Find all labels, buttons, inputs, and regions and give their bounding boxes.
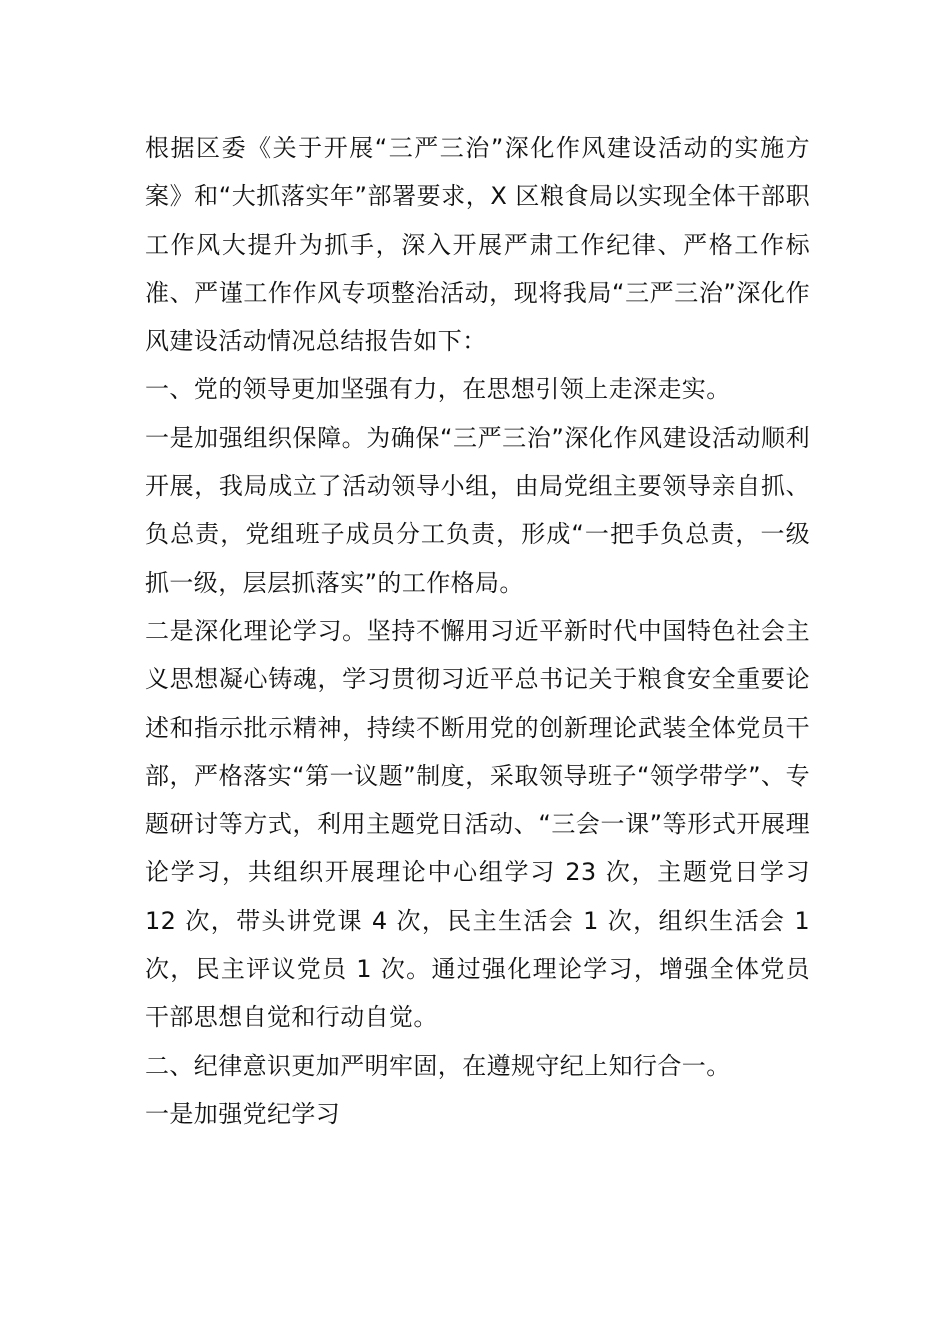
intro-paragraph: 根据区委《关于开展“三严三治”深化作风建设活动的实施方案》和“大抓落实年”部署要求，X 区粮食局以实现全体干部职工作风大提升为抓手，深入开展严肃工作纪律、严格工作标准、严谨工作作风专项整治活动，现将我局“三严三治”深化作风建设活动情况总结报告如下： bbox=[145, 134, 810, 356]
paragraph-theory-study: 二是深化理论学习。坚持不懈用习近平新时代中国特色社会主义思想凝心铸魂，学习贯彻习近平总书记关于粮食安全重要论述和指示批示精神，持续不断用党的创新理论武装全体党员干部，严格落实“第一议题”制度，采取领导班子“领学带学”、专题研讨等方式，利用主题党日活动、“三会一课”等形式开展理论学习，共组织开展理论中心组学习 23 次，主题党日学习 12 次，带头讲党课 4 次，民主生活会 1 次，组织生活会 1 次，民主评议党员 1 次。通过强化理论学习，增强全体党员干部思想自觉和行动自觉。 bbox=[145, 616, 810, 1032]
paragraph-organization: 一是加强组织保障。为确保“三严三治”深化作风建设活动顺利开展，我局成立了活动领导小组，由局党组主要领导亲自抓、负总责，党组班子成员分工负责，形成“一把手负总责，一级抓一级，层层抓落实”的工作格局。 bbox=[145, 423, 810, 597]
paragraph-discipline-study: 一是加强党纪学习 bbox=[145, 1099, 341, 1128]
section-heading-1: 一、党的领导更加坚强有力，在思想引领上走深走实。 bbox=[145, 375, 731, 404]
document-body bbox=[145, 124, 810, 1138]
section-heading-2: 二、纪律意识更加严明牢固，在遵规守纪上知行合一。 bbox=[145, 1051, 731, 1080]
